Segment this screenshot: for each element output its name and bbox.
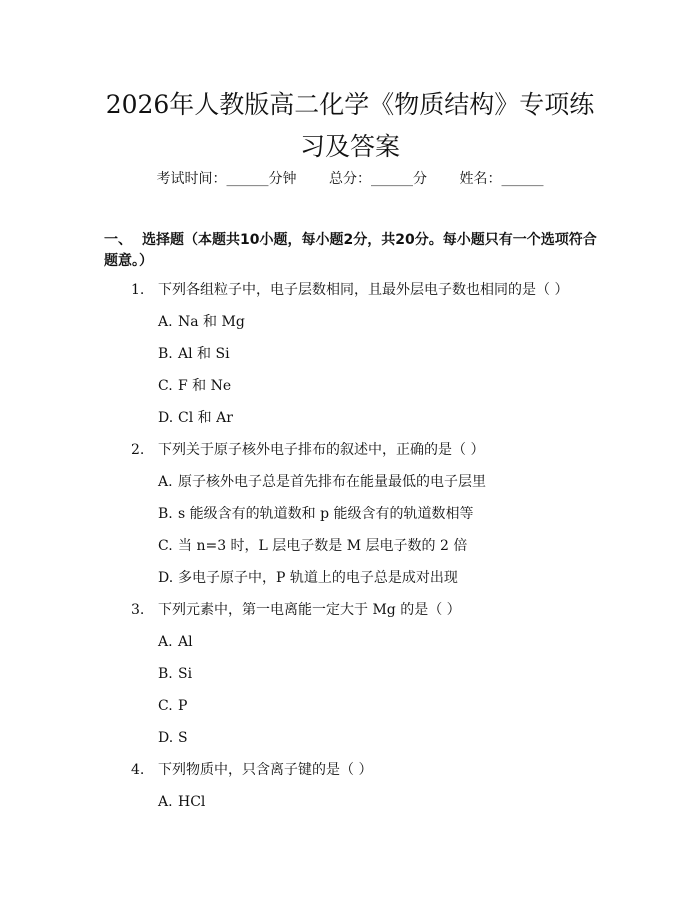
question-number: 3.	[131, 602, 145, 618]
answer-option	[0, 664, 700, 696]
option-text: HCl	[178, 794, 206, 810]
option-text: s 能级含有的轨道数和 p 能级含有的轨道数相等	[178, 506, 474, 522]
question-number: 4.	[131, 762, 145, 778]
question-item	[0, 280, 700, 312]
section-number: 一、	[104, 232, 132, 248]
section-heading	[104, 230, 604, 272]
option-label: C.	[158, 538, 173, 554]
option-label: B.	[158, 506, 173, 522]
question-text: 下列关于原子核外电子排布的叙述中，正确的是（ ）	[158, 442, 485, 458]
question-number: 2.	[131, 442, 145, 458]
option-label: B.	[158, 346, 173, 362]
option-label: C.	[158, 698, 173, 714]
name-field: 姓名：______	[459, 171, 544, 187]
option-label: D.	[158, 410, 174, 426]
option-text: Cl 和 Ar	[178, 410, 233, 426]
option-label: C.	[158, 378, 173, 394]
option-label: B.	[158, 666, 173, 682]
option-text: P	[178, 698, 188, 714]
question-item	[0, 600, 700, 632]
option-text: 当 n=3 时，L 层电子数是 M 层电子数的 2 倍	[178, 538, 468, 554]
option-label: A.	[158, 474, 173, 490]
option-text: Na 和 Mg	[178, 314, 245, 330]
option-label: A.	[158, 314, 173, 330]
answer-option	[0, 504, 700, 536]
answer-option	[0, 312, 700, 344]
option-text: 多电子原子中，P 轨道上的电子总是成对出现	[178, 570, 458, 586]
total-score-field: 总分：______分	[329, 171, 427, 187]
answer-option	[0, 792, 700, 824]
title-line-2: 习及答案	[299, 132, 400, 161]
option-text: Si	[178, 666, 193, 682]
section-heading-line-2: 题意。）	[104, 253, 153, 269]
question-text: 下列物质中，只含离子键的是（ ）	[158, 762, 373, 778]
answer-option	[0, 632, 700, 664]
option-label: D.	[158, 730, 174, 746]
question-text: 下列各组粒子中，电子层数相同，且最外层电子数也相同的是（ ）	[158, 282, 569, 298]
option-text: 原子核外电子总是首先排布在能量最低的电子层里	[178, 474, 486, 490]
answer-option	[0, 728, 700, 760]
question-number: 1.	[131, 282, 145, 298]
question-list	[0, 280, 700, 824]
answer-option	[0, 696, 700, 728]
answer-option	[0, 408, 700, 440]
answer-option	[0, 472, 700, 504]
document-title	[70, 84, 630, 168]
option-text: Al	[178, 634, 193, 650]
answer-option	[0, 376, 700, 408]
answer-option	[0, 344, 700, 376]
answer-option	[0, 536, 700, 568]
question-item	[0, 760, 700, 792]
option-text: Al 和 Si	[178, 346, 230, 362]
question-item	[0, 440, 700, 472]
option-text: S	[178, 730, 188, 746]
question-text: 下列元素中，第一电离能一定大于 Mg 的是（ ）	[158, 602, 461, 618]
option-label: D.	[158, 570, 174, 586]
option-label: A.	[158, 634, 173, 650]
section-heading-line-1: 选择题（本题共10小题，每小题2分，共20分。每小题只有一个选项符合	[142, 232, 597, 248]
option-label: A.	[158, 794, 173, 810]
exam-meta	[0, 170, 700, 188]
option-text: F 和 Ne	[178, 378, 232, 394]
answer-option	[0, 568, 700, 600]
exam-time-field: 考试时间：______分钟	[156, 171, 297, 187]
title-line-1: 2026年人教版高二化学《物质结构》专项练	[105, 90, 595, 119]
